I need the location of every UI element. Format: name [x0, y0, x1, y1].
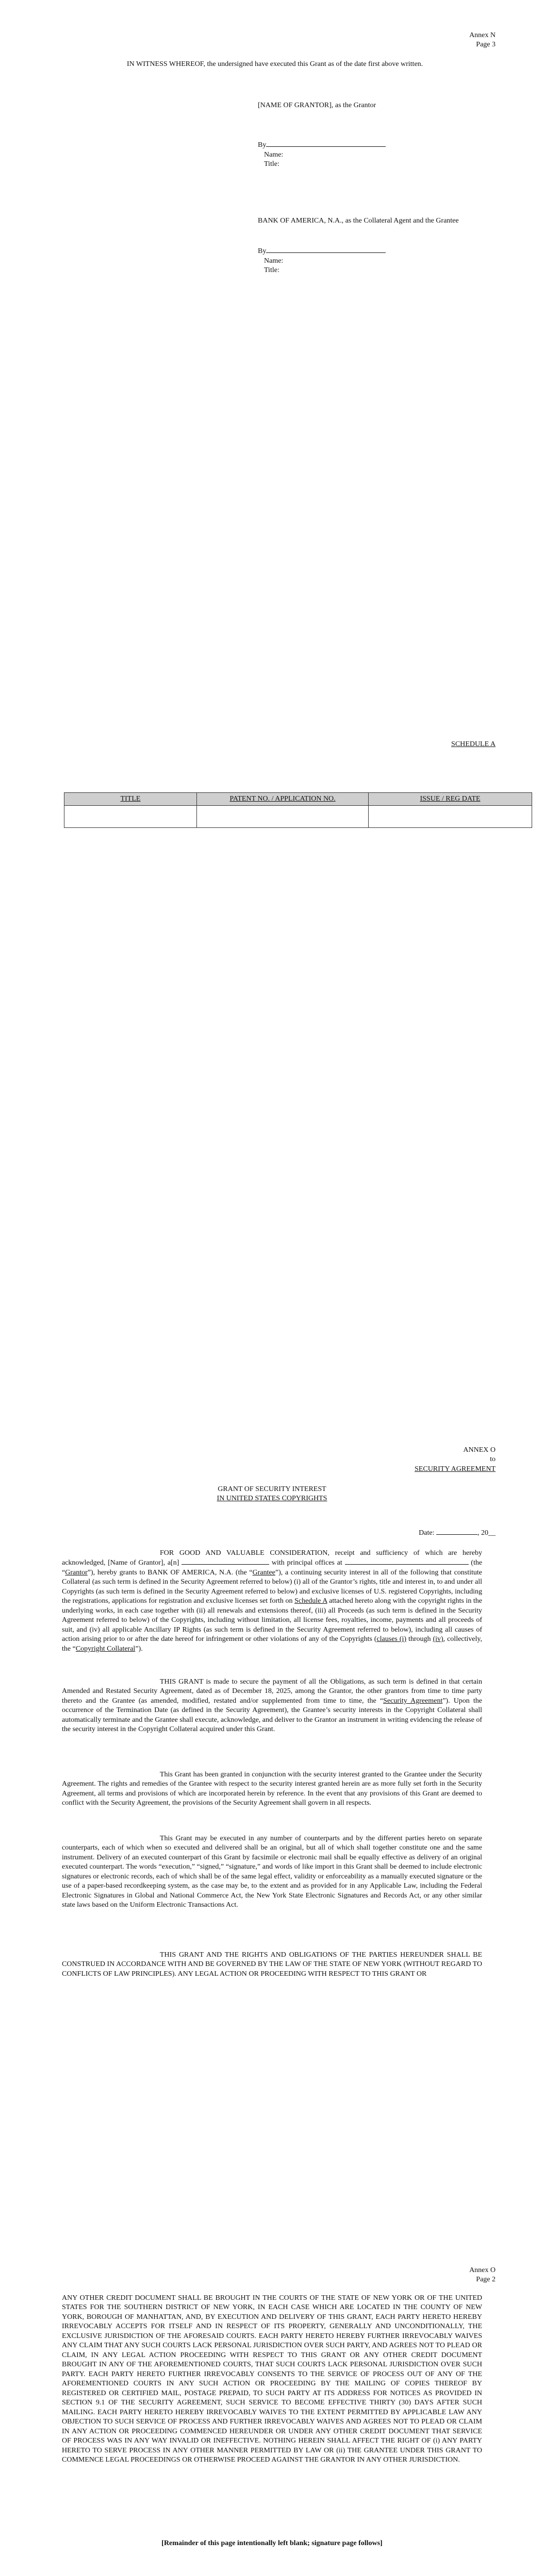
column-header-issue-date: ISSUE / REG DATE [369, 793, 532, 806]
date-line: Date: , 20__ [419, 1529, 496, 1537]
bank-signature-block [258, 216, 485, 276]
annex-o-heading [0, 1485, 544, 1504]
schedule-table [64, 792, 532, 828]
bank-title-field: Title: [264, 266, 279, 275]
column-header-patent-no: PATENT NO. / APPLICATION NO. [197, 793, 369, 806]
table-cell [369, 806, 532, 828]
table-cell [197, 806, 369, 828]
page-header [341, 31, 496, 50]
date-blank [436, 1528, 477, 1535]
signature-line [266, 246, 386, 253]
page-number: Page 3 [476, 41, 496, 49]
heading-line-2: IN UNITED STATES COPYRIGHTS [217, 1495, 327, 1503]
annex-o-label: ANNEX O [463, 1446, 496, 1454]
paragraph-counterparts: This Grant may be executed in any number of counterparts and by the different parties hereto on separate counterparts, each of which when so executed and delivered shall be an original, but all of which shall together constitute one and the same instrument. Delivery of an executed counterpart of this Grant by facsimile or electronic mail shall be equally effective as delivery of an original executed counterpart. The words “execution,” “signed,” “signature,” and words of like import in this Grant shall be deemed to include electronic signatures or electronic records, each of which shall be of the same legal effect, validity or enforceability as a manually executed signature or the use of a paper-based recordkeeping system, as the case may be, to the extent and as provided for in any Applicable Law, including the Federal Electronic Signatures in Global and National Commerce Act, the New York State Electronic Signatures and Records Act, or any other similar state laws based on the Uniform Electronic Transactions Act. [62, 1835, 482, 1909]
grantor-signature-block [258, 101, 480, 170]
remainder-note: [Remainder of this page intentionally left blank; signature page follows] [161, 2539, 383, 2547]
schedule-label: SCHEDULE A [451, 740, 496, 748]
bank-by-line: By [258, 246, 485, 256]
annex-o-to: to [490, 1455, 496, 1464]
heading-line-1: GRANT OF SECURITY INTEREST [218, 1485, 326, 1493]
table-cell [64, 806, 197, 828]
bank-name: BANK OF AMERICA, N.A., as the Collateral Agent and the Grantee [258, 217, 459, 225]
grantor-name-field: Name: [264, 150, 284, 159]
signature-line [266, 140, 386, 147]
grantor-name: [NAME OF GRANTOR], as the Grantor [258, 101, 376, 109]
page2-header [341, 2266, 496, 2285]
table-row [64, 806, 532, 828]
annex-o-agreement: SECURITY AGREEMENT [415, 1465, 496, 1473]
grantor-title-field: Title: [264, 160, 279, 168]
annex-label: Annex O [469, 2266, 496, 2274]
paragraph-governing-law: THIS GRANT AND THE RIGHTS AND OBLIGATIONS OF THE PARTIES HEREUNDER SHALL BE CONSTRUED IN ACCORDANCE WITH AND BE GOVERNED BY THE LAW OF THE STATE OF NEW YORK (WITHOUT REGARD TO CONFLICTS OF LAW PRINCIPLES). ANY LEGAL ACTION OR PROCEEDING WITH RESPECT TO THIS GRANT OR [62, 1951, 482, 1978]
witness-clause: IN WITNESS WHEREOF, the undersigned have executed this Grant as of the date first above written. [127, 60, 423, 68]
annex-label: Annex N [469, 31, 496, 39]
paragraph-conjunction: This Grant has been granted in conjunction with the security interest granted to the Grantee under the Security Agreement. The rights and remedies of the Grantee with respect to the security interest granted herein are as more fully set forth in the Security Agreement, all terms and provisions of which are incorporated herein by reference. In the event that any provisions of this Grant are deemed to conflict with the Security Agreement, the provisions of the Security Agreement shall govern in all respects. [62, 1771, 482, 1807]
column-header-title: TITLE [64, 793, 197, 806]
paragraph-obligations: THIS GRANT is made to secure the payment of all the Obligations, as such term is defined in that certain Amended and Restated Security Agreement, dated as of December 18, 2025, among the Grantor, the other grantors from time to time party thereto and the Grantee (as amended, modified, restated and/or supplemented from time to time, the “Security Agreement”). Upon the occurrence of the Termination Date (as defined in the Security Agreement), the Grantee’s security interests in the Copyright Collateral shall automatically terminate and the Grantee shall execute, acknowledge, and deliver to the Grantor an instrument in writing evidencing the release of the security interest in the Copyright Collateral acquired under this Grant. [62, 1678, 482, 1734]
annex-o-header [341, 1446, 496, 1474]
table-header-row [64, 793, 532, 806]
bank-name-field: Name: [264, 257, 284, 265]
paragraph-jurisdiction: ANY OTHER CREDIT DOCUMENT SHALL BE BROUGHT IN THE COURTS OF THE STATE OF NEW YORK OR OF THE UNITED STATES FOR THE SOUTHERN DISTRICT OF NEW YORK, IN EACH CASE WHICH ARE LOCATED IN THE COUNTY OF NEW YORK, BOROUGH OF MANHATTAN, AND, BY EXECUTION AND DELIVERY OF THIS GRANT, EACH PARTY HERETO HEREBY IRREVOCABLY ACCEPTS FOR ITSELF AND IN RESPECT OF ITS PROPERTY, GENERALLY AND UNCONDITIONALLY, THE EXCLUSIVE JURISDICTION OF THE AFORESAID COURTS. EACH PARTY HERETO HEREBY FURTHER IRREVOCABLY WAIVES ANY CLAIM THAT ANY SUCH COURTS LACK PERSONAL JURISDICTION OVER SUCH PARTY, AND AGREES NOT TO PLEAD OR CLAIM, IN ANY LEGAL ACTION PROCEEDING WITH RESPECT TO THIS GRANT OR ANY OTHER CREDIT DOCUMENT BROUGHT IN ANY OF THE AFOREMENTIONED COURTS, THAT SUCH COURTS LACK PERSONAL JURISDICTION OVER SUCH PARTY. EACH PARTY HERETO FURTHER IRREVOCABLY CONSENTS TO THE SERVICE OF PROCESS OUT OF ANY OF THE AFOREMENTIONED COURTS IN ANY SUCH ACTION OR PROCEEDING BY THE MAILING OF COPIES THEREOF BY REGISTERED OR CERTIFIED MAIL, POSTAGE PREPAID, TO SUCH PARTY AT ITS ADDRESS FOR NOTICES AS PROVIDED IN SECTION 9.1 OF THE SECURITY AGREEMENT, SUCH SERVICE TO BECOME EFFECTIVE THIRTY (30) DAYS AFTER SUCH MAILING. EACH PARTY HERETO HEREBY IRREVOCABLY WAIVES TO THE EXTENT PERMITTED BY APPLICABLE LAW ANY OBJECTION TO SUCH SERVICE OF PROCESS AND FURTHER IRREVOCABLY WAIVES AND AGREES NOT TO PLEAD OR CLAIM IN ANY ACTION OR PROCEEDING COMMENCED HEREUNDER OR UNDER ANY OTHER CREDIT DOCUMENT THAT SERVICE OF PROCESS WAS IN ANY WAY INVALID OR INEFFECTIVE. NOTHING HEREIN SHALL AFFECT THE RIGHT OF (i) ANY PARTY HERETO TO SERVE PROCESS IN ANY OTHER MANNER PERMITTED BY LAW OR (ii) THE GRANTEE UNDER THIS GRANT TO COMMENCE LEGAL PROCEEDINGS OR OTHERWISE PROCEED AGAINST THE GRANTOR IN ANY OTHER JURISDICTION. [62, 2294, 482, 2464]
grantor-by-line: By [258, 140, 480, 150]
page-number: Page 2 [476, 2276, 496, 2284]
paragraph-consideration: FOR GOOD AND VALUABLE CONSIDERATION, receipt and sufficiency of which are hereby acknowledged, [Name of Grantor], a[n] with principal offices at (the “Grantor”), hereby grants to BANK OF AMERICA, N.A. (the “Grantee”), a continuing security interest in all of the following that constitute Collateral (as such term is defined in the Security Agreement referred to below) (i) all of the Grantor’s rights, title and interest in, to and under all Copyrights (as such term is defined in the Security Agreement referred to below) and exclusive licenses of U.S. registered Copyrights, including the registrations, applications for registration and exclusive licenses set forth on Schedule A attached hereto along with the copyright rights in the underlying works, in each case together with (ii) all renewals and extensions thereof, (iii) all Proceeds (as such term is defined in the Security Agreement referred to below) of the Copyrights, including without limitation, all license fees, royalties, income, payments and all proceeds of suit, and (iv) all applicable Ancillary IP Rights (as such term is defined in the Security Agreement referred to below), including all causes of action arising prior to or after the date hereof for infringement or other violations of any of the Copyrights (clauses (i) through (iv), collectively, the “Copyright Collateral”). [62, 1549, 483, 1653]
